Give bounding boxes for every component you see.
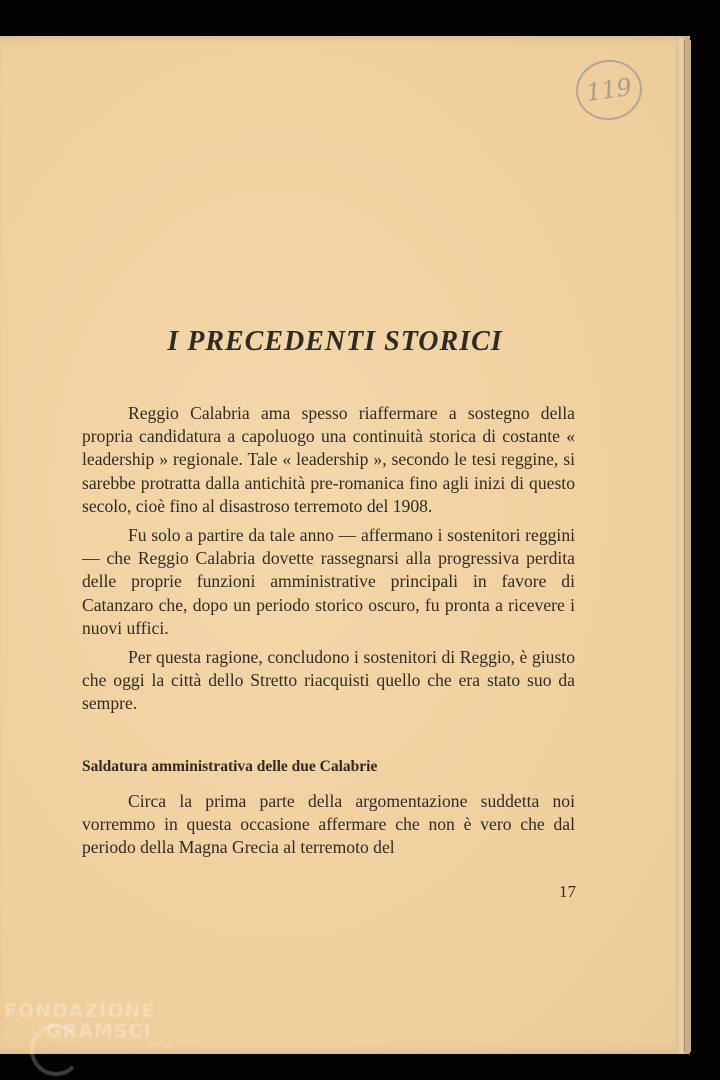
paragraph-3: Per questa ragione, concludono i sostenitori di Reggio, è giusto che oggi la città dello Stretto riacquisti quello che era stato suo da sempre. [82, 647, 575, 714]
watermark-line-1: FONDAZIONE [4, 1000, 156, 1022]
section-text-block [82, 790, 575, 866]
fondazione-gramsci-watermark [4, 1000, 194, 1080]
paragraph-2: Fu solo a partire da tale anno — affermano i sostenitori reggini — che Reggio Calabria dovette rassegnarsi alla progressiva perdita delle proprie funzioni amministrative principali in favore di Catanzaro che, dopo un periodo storico oscuro, fu pronta a ricevere i nuovi uffici. [82, 525, 575, 638]
section-heading: Saldatura amministrativa delle due Calabrie [82, 758, 378, 775]
chapter-title: I PRECEDENTI STORICI [167, 326, 503, 357]
watermark-small: onlus [148, 1040, 173, 1050]
intro-text-block [82, 402, 575, 722]
page-number: 17 [559, 882, 576, 901]
watermark-line-2: GRAMSCI [46, 1020, 152, 1042]
paragraph-1: Reggio Calabria ama spesso riaffermare a sostegno della propria candidatura a capoluogo una continuità storica di costante « leadership » regionale. Tale « leadership », secondo le tesi reggine, si sarebbe protratta dalla antichità pre-romanica fino agli inizi di questo secolo, cioè fino al disastroso terremoto del 1908. [82, 403, 575, 516]
watermark-logo-icon [30, 1024, 82, 1076]
section-paragraph-1: Circa la prima parte della argomentazione suddetta noi vorremmo in questa occasione affermare che non è vero che dal periodo della Magna Grecia al terremoto del [82, 791, 575, 858]
page-edge-shadow [684, 40, 691, 1052]
handwritten-page-number: 119 [572, 56, 646, 125]
